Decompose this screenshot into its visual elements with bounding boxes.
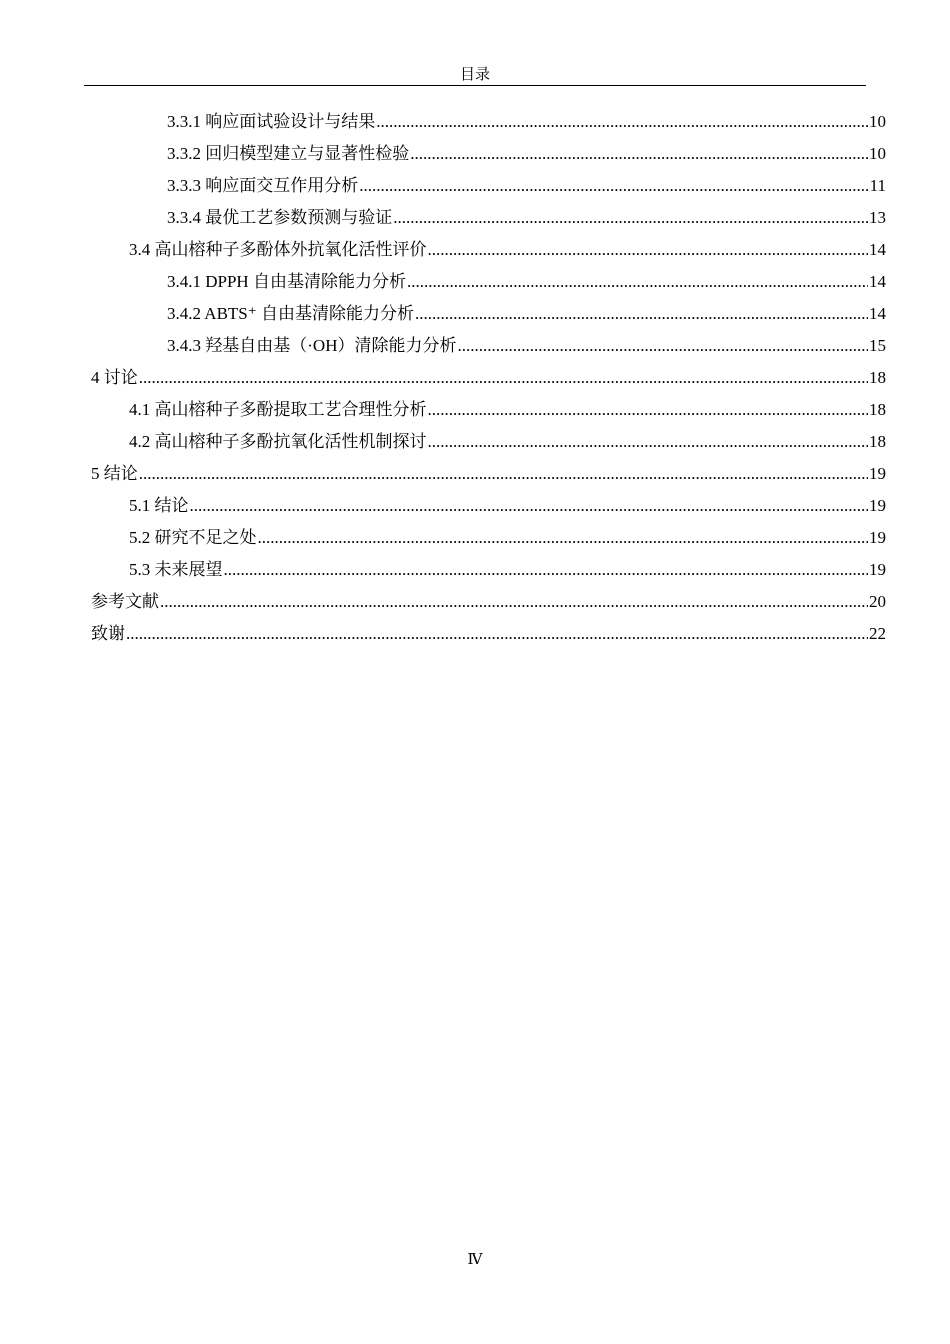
header-title: 目录 bbox=[459, 67, 490, 83]
toc-entry[interactable] bbox=[129, 426, 886, 458]
toc-entry[interactable] bbox=[167, 138, 886, 170]
toc-dot-leader bbox=[160, 586, 868, 618]
toc-entry-page: 20 bbox=[869, 592, 886, 611]
toc-dot-leader bbox=[224, 554, 869, 586]
toc-dot-leader bbox=[415, 298, 868, 330]
toc-dot-leader bbox=[410, 138, 868, 170]
toc-dot-leader bbox=[407, 266, 868, 298]
toc-entry[interactable] bbox=[129, 522, 886, 554]
toc-entry-page: 13 bbox=[869, 208, 886, 227]
toc-entry-title: 3.3.2 回归模型建立与显著性检验 bbox=[167, 144, 410, 163]
toc-dot-leader bbox=[139, 362, 868, 394]
toc-entry[interactable] bbox=[91, 586, 886, 618]
toc-entry-page: 14 bbox=[869, 304, 886, 323]
toc-entry-title: 5.1 结论 bbox=[129, 496, 189, 515]
toc-entry[interactable] bbox=[167, 170, 886, 202]
toc-dot-leader bbox=[428, 394, 869, 426]
toc-entry[interactable] bbox=[167, 202, 886, 234]
toc-entry-title: 4 讨论 bbox=[91, 368, 138, 387]
toc-dot-leader bbox=[428, 234, 869, 266]
toc-entry-page: 19 bbox=[869, 464, 886, 483]
toc-entry-title: 3.4.1 DPPH 自由基清除能力分析 bbox=[167, 272, 406, 291]
toc-entry-title: 5.3 未来展望 bbox=[129, 560, 223, 579]
toc-dot-leader bbox=[393, 202, 868, 234]
toc-entry[interactable] bbox=[129, 554, 886, 586]
toc-entry[interactable] bbox=[91, 618, 886, 650]
toc-entry-page: 19 bbox=[869, 528, 886, 547]
toc-entry-page: 22 bbox=[869, 624, 886, 643]
toc-dot-leader bbox=[139, 458, 868, 490]
toc-entry[interactable] bbox=[167, 266, 886, 298]
toc-entry[interactable] bbox=[167, 298, 886, 330]
toc-entry-page: 18 bbox=[869, 432, 886, 451]
toc-entry[interactable] bbox=[129, 234, 886, 266]
toc-entry[interactable] bbox=[167, 330, 886, 362]
toc-dot-leader bbox=[126, 618, 868, 650]
toc-entry-title: 3.4.2 ABTS⁺ 自由基清除能力分析 bbox=[167, 304, 414, 323]
toc-entry-page: 10 bbox=[869, 144, 886, 163]
toc-entry[interactable] bbox=[167, 106, 886, 138]
toc-entry-page: 19 bbox=[869, 496, 886, 515]
toc-dot-leader bbox=[428, 426, 869, 458]
toc-entry[interactable] bbox=[91, 458, 886, 490]
toc-entry-page: 11 bbox=[869, 176, 886, 195]
toc-entry-title: 4.2 高山榕种子多酚抗氧化活性机制探讨 bbox=[129, 432, 427, 451]
toc-entry-title: 致谢 bbox=[91, 624, 125, 643]
page-number: Ⅳ bbox=[467, 1252, 483, 1268]
toc-entry[interactable] bbox=[129, 394, 886, 426]
toc-dot-leader bbox=[457, 330, 868, 362]
toc-entry-title: 4.1 高山榕种子多酚提取工艺合理性分析 bbox=[129, 400, 427, 419]
toc-entry-title: 3.3.1 响应面试验设计与结果 bbox=[167, 112, 376, 131]
toc-entry[interactable] bbox=[91, 362, 886, 394]
toc-entry-title: 5 结论 bbox=[91, 464, 138, 483]
toc-entry-page: 14 bbox=[869, 272, 886, 291]
toc-entry-title: 3.4 高山榕种子多酚体外抗氧化活性评价 bbox=[129, 240, 427, 259]
toc-entry-page: 10 bbox=[869, 112, 886, 131]
toc-entry-title: 3.3.4 最优工艺参数预测与验证 bbox=[167, 208, 393, 227]
toc-entry-page: 18 bbox=[869, 368, 886, 387]
toc-entry-title: 参考文献 bbox=[91, 592, 159, 611]
toc-dot-leader bbox=[359, 170, 868, 202]
toc-entry-page: 15 bbox=[869, 336, 886, 355]
toc-entry-page: 14 bbox=[869, 240, 886, 259]
toc-dot-leader bbox=[376, 106, 868, 138]
toc-entry-title: 5.2 研究不足之处 bbox=[129, 528, 257, 547]
toc-dot-leader bbox=[190, 490, 869, 522]
toc-entry-page: 18 bbox=[869, 400, 886, 419]
toc-entry-page: 19 bbox=[869, 560, 886, 579]
toc-entry-title: 3.3.3 响应面交互作用分析 bbox=[167, 176, 359, 195]
toc-entry[interactable] bbox=[129, 490, 886, 522]
header-rule bbox=[84, 85, 866, 86]
toc-entry-title: 3.4.3 羟基自由基（·OH）清除能力分析 bbox=[167, 336, 457, 355]
toc-dot-leader bbox=[258, 522, 869, 554]
